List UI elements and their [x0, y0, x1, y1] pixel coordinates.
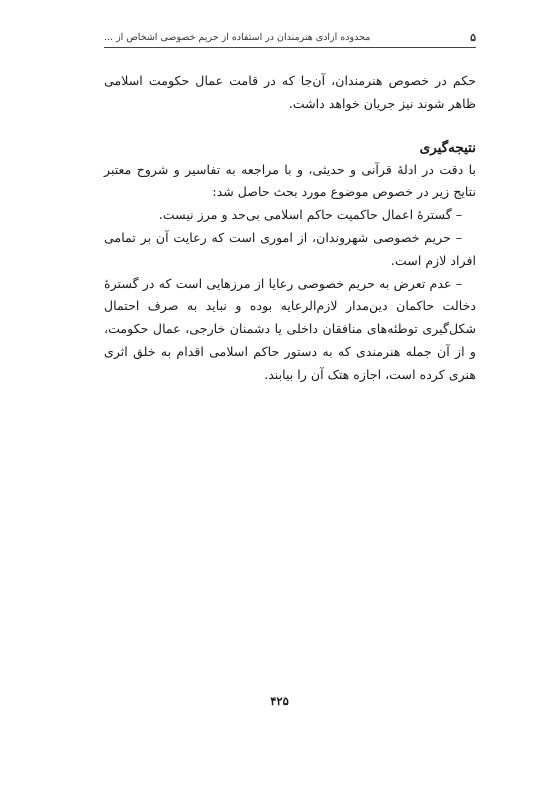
- intro-paragraph: با دقت در ادلهٔ قرآنی و حدیثی، و با مراجعه به تفاسیر و شروح معتبر نتایج زیر در خصوص موضوع مورد بحث حاصل شد:: [104, 161, 476, 200]
- header-rule: [104, 47, 476, 48]
- conclusion-item: – حریم خصوصی شهروندان، از اموری است که رعایت آن بر تمامی افراد لازم است.: [104, 229, 476, 268]
- section-heading: نتیجه‌گیری: [419, 139, 476, 156]
- running-head-page-number: ۵: [470, 30, 476, 44]
- body-text: [104, 70, 476, 387]
- running-head: [104, 30, 476, 44]
- page-folio: ۴۲۵: [270, 694, 289, 708]
- paragraph: حکم در خصوص هنرمندان، آن‌جا که در قامت عمال حکومت اسلامی ظاهر شوند نیز جریان خواهد داشت.: [104, 73, 476, 111]
- conclusion-item: – گسترهٔ اعمال حاکمیت حاکم اسلامی بی‌حد و مرز نیست.: [158, 207, 462, 223]
- conclusion-item: – عدم تعرض به حریم خصوصی رعایا از مرزهایی است که در گسترهٔ دخالت حاکمان دین‌مدار لازم‌الرعایه بوده و نباید به صرف احتمال شکل‌گیری توطئه‌های منافقان داخلی یا دشمنان خارجی، عمال حکومت، و از آن جمله هنرمندی که به دستور حاکم اسلامی اقدام به خلق اثری هنری کرده است، اجازه هتک آن را بیابند.: [104, 275, 476, 382]
- running-head-title: محدوده آزادی هنرمندان در استفاده از حریم خصوصی اشخاص از ...: [104, 31, 371, 43]
